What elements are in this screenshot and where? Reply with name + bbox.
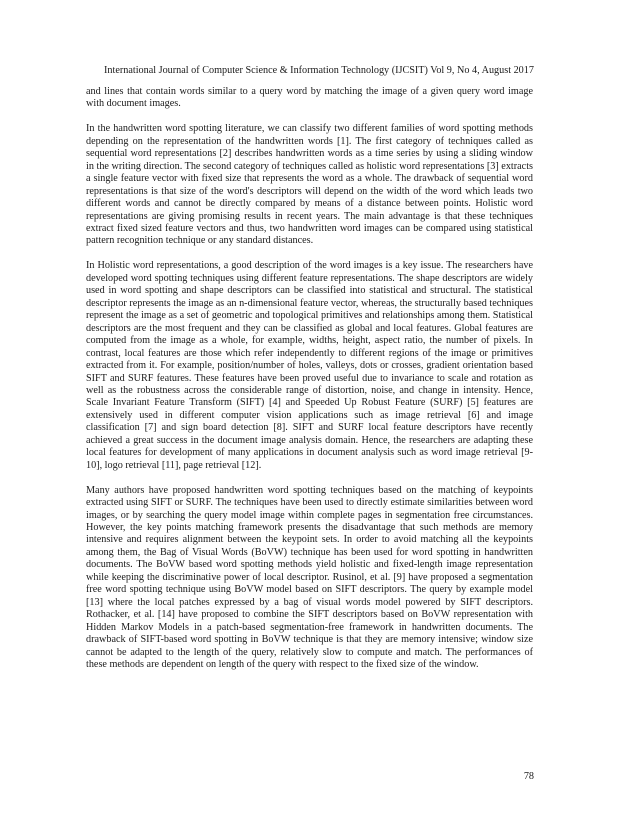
paragraph-keypoint-matching: Many authors have proposed handwritten word spotting techniques based on the matching of keypoints extracted using SIFT or SURF. The techniques have been used to directly estimate similarities between word images, or by searching the query model image within complete pages in segmentation free circumstances. However, the key points matching framework presents the disadvantage that such methods are memory intensive and requires alignment between the keypoint sets. In order to avoid matching all the keypoints among them, the Bag of Visual Words (BoVW) technique has been used for word spotting in handwritten documents. The BoVW based word spotting methods yield holistic and fixed-length image representation while keeping the discriminative power of local descriptor. Rusinol, et al. [9] have proposed a segmentation free word spotting technique using BoVW model based on SIFT descriptors. The query by example model [13] where the local patches expressed by a bag of visual words model powered by SIFT descriptors. Rothacker, et al. [14] have proposed to combine the SIFT descriptors based on BoVW representation with Hidden Markov Models in a patch-based segmentation-free framework in handwritten documents. The drawback of SIFT-based word spotting in BoVW technique is that they are memory intensive; window size cannot be adapted to the length of the query, relatively slow to compute and match. The performances of these methods are dependent on length of the query with respect to the fixed size of the window. (86, 484, 533, 670)
running-header: International Journal of Computer Science & Information Technology (IJCSIT) Vol 9, No 4, August 2017 (104, 65, 534, 76)
body-text (86, 86, 533, 684)
page-number: 78 (523, 771, 534, 782)
paragraph-word-spotting-families: In the handwritten word spotting literature, we can classify two different families of word spotting methods depending on the representation of the handwritten words [1]. The first category of techniques called as sequential word representations [2] describes handwritten words as a time series by using a sliding window in the writing direction. The second category of techniques called as holistic word representations [3] extracts a single feature vector with fixed size that represents the word as a whole. The drawback of sequential word representations is that size of the word's descriptors will depend on the width of the word which leads two different words and cannot be directly compared by means of a distance between points. Holistic word representations are giving promising results in recent years. The main advantage is that these techniques extract fixed sized feature vectors and thus, two handwritten word images can be compared using statistical pattern recognition technique or any standard distances. (86, 123, 533, 247)
paragraph-continuation: and lines that contain words similar to a query word by matching the image of a given query word image with document images. (86, 86, 533, 110)
paragraph-holistic-representations: In Holistic word representations, a good description of the word images is a key issue. The researchers have developed word spotting techniques using different feature representations. The shape descriptors are widely used in word spotting and shape descriptors can be classified into statistical and structural. The statistical descriptor represents the image as an n-dimensional feature vector, whereas, the structurally based techniques represent the image as a set of geometric and topological primitives and relationships among them. Statistical descriptors are the most frequent and they can be classified as global and local features. Global features are computed from the image as a whole, for example, widths, height, aspect ratio, the number of pixels. In contrast, local features are those which refer independently to different regions of the image or primitives extracted from it. For example, position/number of holes, valleys, dots or crosses, gradient orientation based SIFT and SURF features. These features have been proved useful due to invariance to scale and rotation as well as the robustness across the considerable range of distortion, noise, and change in intensity. Hence, Scale Invariant Feature Transform (SIFT) [4] and Speeded Up Robust Feature (SURF) [5] features are extensively used in different computer vision applications such as image retrieval [6] and image classification [7] and sign board detection [8]. SIFT and SURF local feature descriptors have recently achieved a great success in the document image analysis domain. Hence, the researchers are adapting these local features for development of many applications in document analysis such as word image retrieval [9-10], logo retrieval [11], page retrieval [12]. (86, 260, 533, 471)
